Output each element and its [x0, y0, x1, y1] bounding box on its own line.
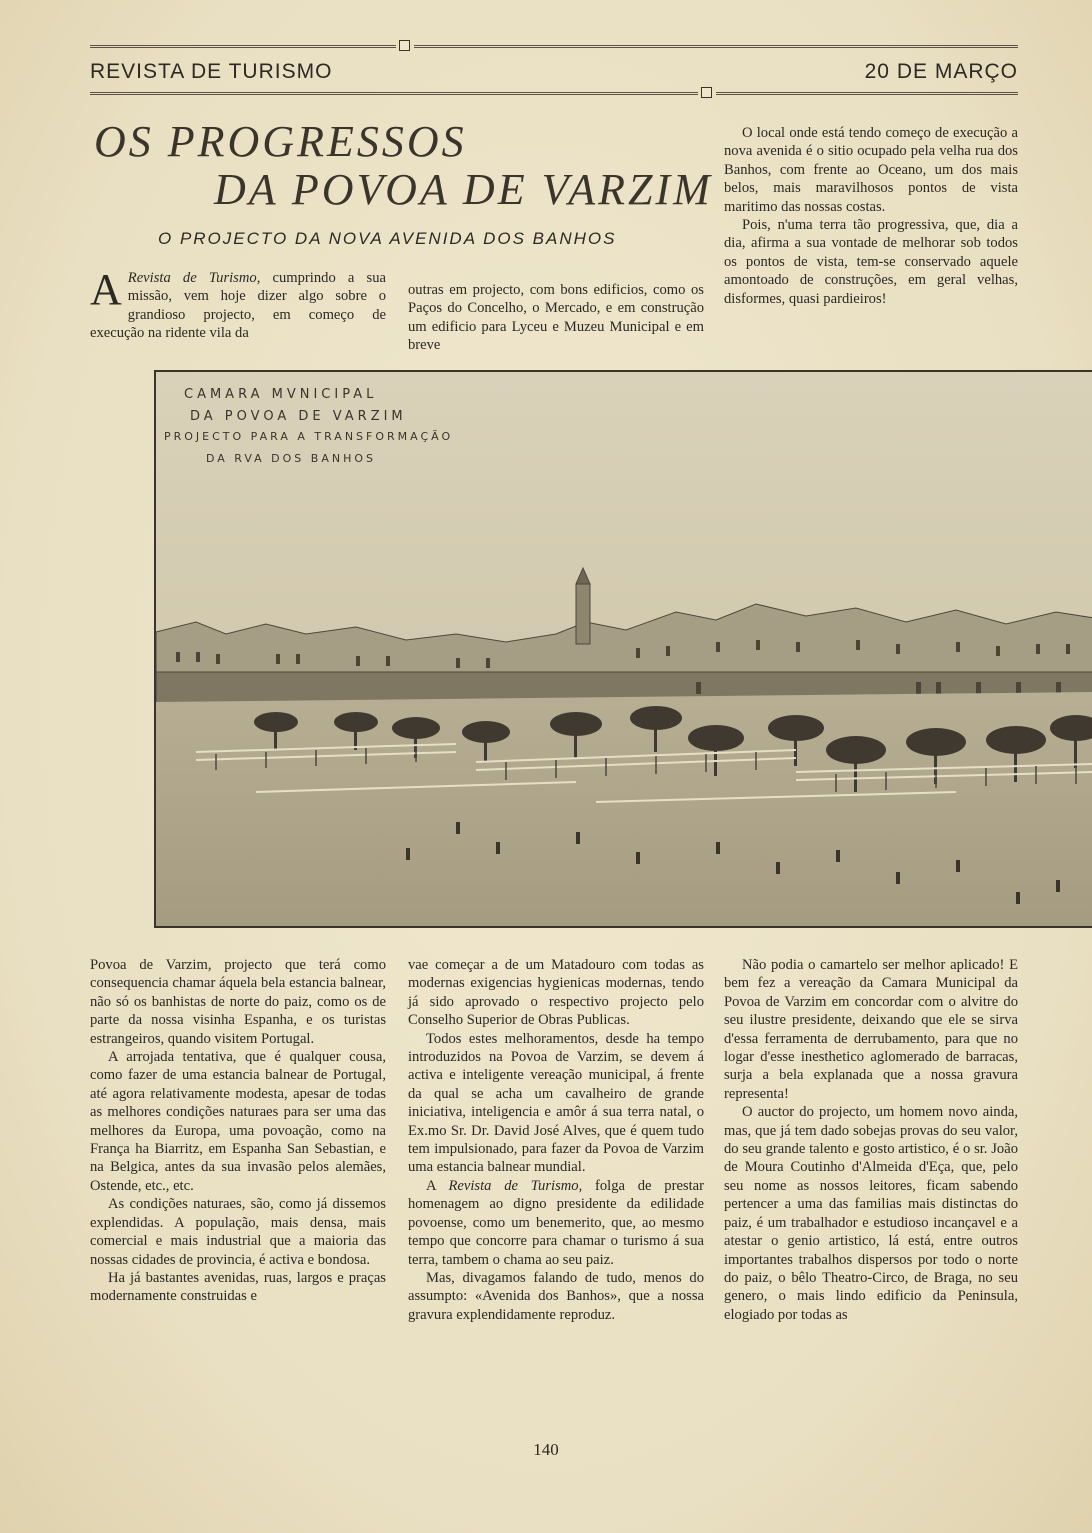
top-column-1: [90, 265, 386, 343]
top-column-3: [724, 124, 1018, 308]
bottom-col3-paragraph-2: O auctor do projecto, um homem novo ainda, mas, que já tem dado sobejas provas do seu valor, do seu grande talento e gosto artistico, é o sr. João de Moura Coutinho d'Almeida d'Eça, que, pelo seu nome as nossos leitores, ficam sabendo pertencer a uma das familias mais distinctas do paiz, é um trabalhador e estudioso incançavel e a atestar o genio artistico, lá está, entre outros importantes trabalhos dispersos por todo o norte do paiz, o bêlo Theatro-Circo, de Braga, no seu genero, o mais lindo edificio da Peninsula, elogiado por todas as: [724, 1104, 1018, 1323]
bottom-col2-paragraph-2: Todos estes melhoramentos, desde ha tempo introduzidos na Povoa de Varzim, se devem á activa e inteligente vereação municipal, á frente da qual se acha um cavalheiro de grande iniciativa, inteligencia e amôr á sua terra natal, o Ex.mo Sr. Dr. David José Alves, que é quem tudo tem impulsionado, para fazer da Povoa de Varzim uma estancia balnear mundial.: [408, 1030, 704, 1176]
top-col2-paragraph: outras em projecto, com bons edificios, como os Paços do Concelho, o Mercado, e em construção um edificio para Lyceu e Muzeu Municipal e em breve: [408, 282, 704, 354]
bottom-col2-p3-pre: A: [426, 1177, 449, 1194]
promenade-ground: [156, 692, 1092, 928]
intro-text: cumprindo a sua missão, vem hoje dizer algo sobre o grandioso projecto, em começo de execução na ridente vila da: [90, 270, 386, 342]
intro-paragraph: [90, 265, 386, 343]
header-rule-top-right: [414, 45, 1018, 48]
bottom-col2-paragraph-4: Mas, divagamos falando de tudo, menos do assumpto: «Avenida dos Banhos», que a nossa gravura explendidamente reproduz.: [408, 1269, 704, 1323]
drop-cap: A: [90, 265, 122, 314]
caption-line-4: DA RVA DOS BANHOS: [206, 452, 377, 465]
header-rule-top-left: [90, 45, 396, 48]
article-title-line2: DA POVOA DE VARZIM: [214, 165, 713, 214]
publication-name: REVISTA DE TURISMO: [90, 60, 333, 83]
bottom-col2-paragraph-3: [408, 1177, 704, 1269]
avenue-illustration: [154, 370, 1092, 928]
bottom-col1-paragraph-2: A arrojada tentativa, que é qualquer cousa, como fazer de uma estancia balnear de Portugal, até agora relativamente modesta, apesar de todas as melhores condições naturaes para ser uma das melhores da Europa, uma povoação, como na França ha Biarritz, em Espanha San Sebastian, e na Belgica, antes da sua invasão pelos alemães, Ostende, etc., etc.: [90, 1049, 386, 1194]
bottom-col2-p3-italic: Revista de Turismo,: [448, 1177, 583, 1194]
header-ornament-top: [399, 40, 410, 51]
header-rule-bottom-left: [90, 92, 698, 95]
page-number: 140: [533, 1440, 559, 1459]
bottom-col1-paragraph-1: Povoa de Varzim, projecto que terá como consequencia chamar áquela bela estancia balnear, não só os banhistas de norte do paiz, como os de parte da nossa visinha Espanha, e os turistas estrangeiros, quando visitem Portugal.: [90, 957, 386, 1047]
bottom-col1-paragraph-4: Ha já bastantes avenidas, ruas, largos e praças modernamente construidas e: [90, 1269, 386, 1305]
bottom-column-2: [408, 956, 704, 1324]
top-col3-paragraph-1: O local onde está tendo começo de execução a nova avenida é o sitio ocupado pela velha rua dos Banhos, com frente ao Oceano, um dos mais belos, mais maravilhosos pontos de vista maritimo das nossas costas.: [724, 125, 1018, 215]
top-column-2: [408, 281, 704, 355]
intro-italic: Revista de Turismo,: [127, 270, 261, 286]
bottom-column-1: [90, 956, 386, 1306]
header-ornament-bottom: [701, 87, 712, 98]
bottom-column-3: [724, 956, 1018, 1324]
bottom-col3-paragraph-1: Não podia o camartelo ser melhor aplicado! E bem fez a vereação da Camara Municipal da Povoa de Varzim em concordar com o alvitre do seu ilustre presidente, deixando que ele se sirva d'essa ferramenta de derrubamento, para que no logar d'esse inesthetico aglomerado de barracas, surja a bela explanada que a nossa gravura representa!: [724, 957, 1018, 1102]
top-col3-paragraph-2: Pois, n'uma terra tão progressiva, que, dia a dia, afirma a sua vontade de melhorar sob todos os pontos de vista, tem-se conservado aquele amontoado de construções, em geral velhas, disformes, quasi pardieiros!: [724, 217, 1018, 307]
bottom-col1-paragraph-3: As condições naturaes, são, como já dissemos explendidas. A população, mais densa, mais comercial e mais industrial que a maioria das nossas cidades de provincia, é activa e bondosa.: [90, 1196, 386, 1268]
article-subtitle: O PROJECTO DA NOVA AVENIDA DOS BANHOS: [158, 229, 617, 248]
caption-line-3: PROJECTO PARA A TRANSFORMAÇÃO: [164, 430, 454, 443]
caption-line-1: CAMARA MVNICIPAL: [184, 387, 378, 402]
caption-line-2: DA POVOA DE VARZIM: [190, 409, 407, 424]
issue-date: 20 DE MARÇO: [864, 60, 1018, 83]
avenue-drawing: [156, 372, 1092, 928]
bottom-col2-paragraph-1: vae começar a de um Matadouro com todas as modernas exigencias hygienicas modernas, tendo já sido aprovado o respectivo projecto pelo Conselho Superior de Obras Publicas.: [408, 957, 704, 1029]
header-rule-bottom-right: [716, 92, 1018, 95]
bottom-col2-p3-rest: folga de prestar homenagem ao digno presidente da edilidade povoense, como um benemerito, que, ao mesmo tempo que concorre para chamar o turismo á sua terra, tambem o chama ao seu paiz.: [408, 1177, 704, 1268]
article-title-line1: OS PROGRESSOS: [94, 117, 467, 166]
